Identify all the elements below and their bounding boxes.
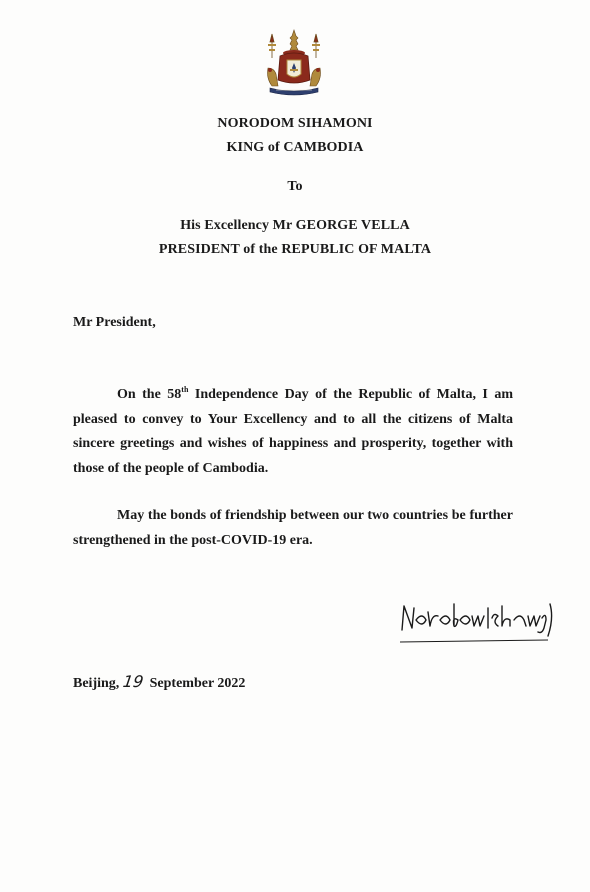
sender-title: KING of CAMBODIA — [226, 140, 364, 155]
date-place: Beijing, — [73, 676, 120, 691]
dateline — [73, 672, 245, 692]
p2-text: May the bonds of friendship between our two countries be further strengthened in the post-COVID-19 era. — [73, 508, 513, 548]
body-paragraph-2 — [73, 504, 513, 553]
royal-coat-of-arms — [260, 28, 328, 102]
date-month-year: September 2022 — [149, 676, 246, 691]
p1-start: On the 58 — [117, 387, 182, 402]
sender-name: NORODOM SIHAMONI — [217, 116, 373, 131]
recipient-name: His Excellency Mr GEORGE VELLA — [180, 218, 410, 233]
to-label: To — [287, 179, 303, 194]
handwritten-signature — [396, 598, 556, 646]
body-paragraph-1 — [73, 383, 513, 481]
date-day-handwritten: 19 — [121, 672, 145, 691]
salutation: Mr President, — [73, 315, 156, 330]
recipient-title: PRESIDENT of the REPUBLIC OF MALTA — [158, 242, 432, 257]
p1-rest: Independence Day of the Republic of Malta, I am pleased to convey to Your Excellency and to all the citizens of Malta sincere greetings and wishes of happiness and prosperity, together with those of the people of Cambodia. — [73, 387, 513, 476]
ordinal-suffix: th — [181, 385, 189, 394]
